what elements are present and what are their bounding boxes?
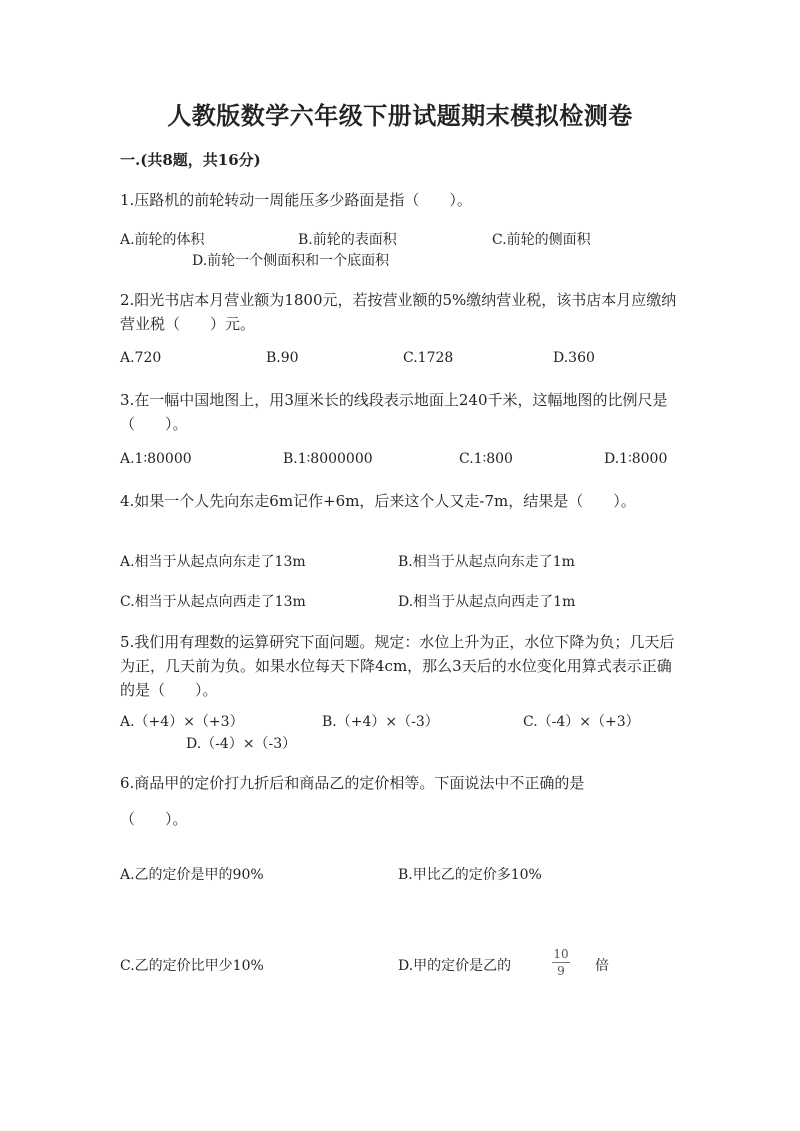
question-6-blank: （ ）。 bbox=[120, 810, 188, 828]
q5-option-d: D.（-4）×（-3） bbox=[186, 736, 297, 752]
q3-option-a: A.1∶80000 bbox=[120, 451, 192, 467]
q2-option-c: C.1728 bbox=[403, 350, 454, 366]
q5-option-c: C.（-4）×（+3） bbox=[523, 714, 640, 730]
q5-option-b: B.（+4）×（-3） bbox=[322, 714, 439, 730]
q6-option-d: D.甲的定价是乙的 bbox=[398, 958, 512, 974]
q1-option-d: D.前轮一个侧面积和一个底面积 bbox=[192, 253, 390, 269]
q5-option-a: A.（+4）×（+3） bbox=[120, 714, 244, 730]
q4-option-d: D.相当于从起点向西走了1m bbox=[398, 594, 576, 610]
q1-option-a: A.前轮的体积 bbox=[120, 232, 205, 248]
q6-option-d-suffix: 倍 bbox=[595, 958, 609, 974]
fraction-denominator: 9 bbox=[557, 964, 565, 978]
q4-option-b: B.相当于从起点向东走了1m bbox=[398, 554, 575, 570]
fraction-numerator: 10 bbox=[553, 947, 569, 961]
q2-option-d: D.360 bbox=[553, 350, 595, 366]
question-3-stem: 3.在一幅中国地图上，用3厘米长的线段表示地面上240千米，这幅地图的比例尺是（ ）。 bbox=[120, 391, 668, 433]
q6-option-c: C.乙的定价比甲少10% bbox=[120, 958, 264, 974]
q1-option-b: B.前轮的表面积 bbox=[298, 232, 397, 248]
q4-option-c: C.相当于从起点向西走了13m bbox=[120, 594, 306, 610]
q1-option-c: C.前轮的侧面积 bbox=[492, 232, 591, 248]
q6-option-b: B.甲比乙的定价多10% bbox=[398, 867, 542, 883]
question-5-stem: 5.我们用有理数的运算研究下面问题。规定：水位上升为正，水位下降为负；几天后为正，几天前为负。如果水位每天下降4cm，那么3天后的水位变化用算式表示正确的是（ ）。 bbox=[120, 633, 675, 699]
exam-title: 人教版数学六年级下册试题期末模拟检测卷 bbox=[167, 101, 633, 130]
fraction-bar bbox=[552, 962, 570, 963]
question-4-stem: 4.如果一个人先向东走6m记作+6m，后来这个人又走-7m，结果是（ ）。 bbox=[120, 492, 636, 510]
question-6-stem: 6.商品甲的定价打九折后和商品乙的定价相等。下面说法中不正确的是 bbox=[120, 774, 585, 792]
q2-option-b: B.90 bbox=[266, 350, 299, 366]
fraction-ten-ninths bbox=[551, 947, 571, 978]
section-heading: 一.(共8题，共16分) bbox=[120, 151, 261, 169]
q4-option-a: A.相当于从起点向东走了13m bbox=[120, 554, 306, 570]
q3-option-d: D.1∶8000 bbox=[604, 451, 668, 467]
question-2-stem: 2.阳光书店本月营业额为1800元，若按营业额的5%缴纳营业税，该书店本月应缴纳营业税（ ）元。 bbox=[120, 291, 677, 333]
question-1-stem: 1.压路机的前轮转动一周能压多少路面是指（ ）。 bbox=[120, 191, 472, 209]
q6-option-a: A.乙的定价是甲的90% bbox=[120, 867, 264, 883]
q3-option-c: C.1∶800 bbox=[459, 451, 513, 467]
q2-option-a: A.720 bbox=[120, 350, 162, 366]
q3-option-b: B.1∶8000000 bbox=[283, 451, 373, 467]
